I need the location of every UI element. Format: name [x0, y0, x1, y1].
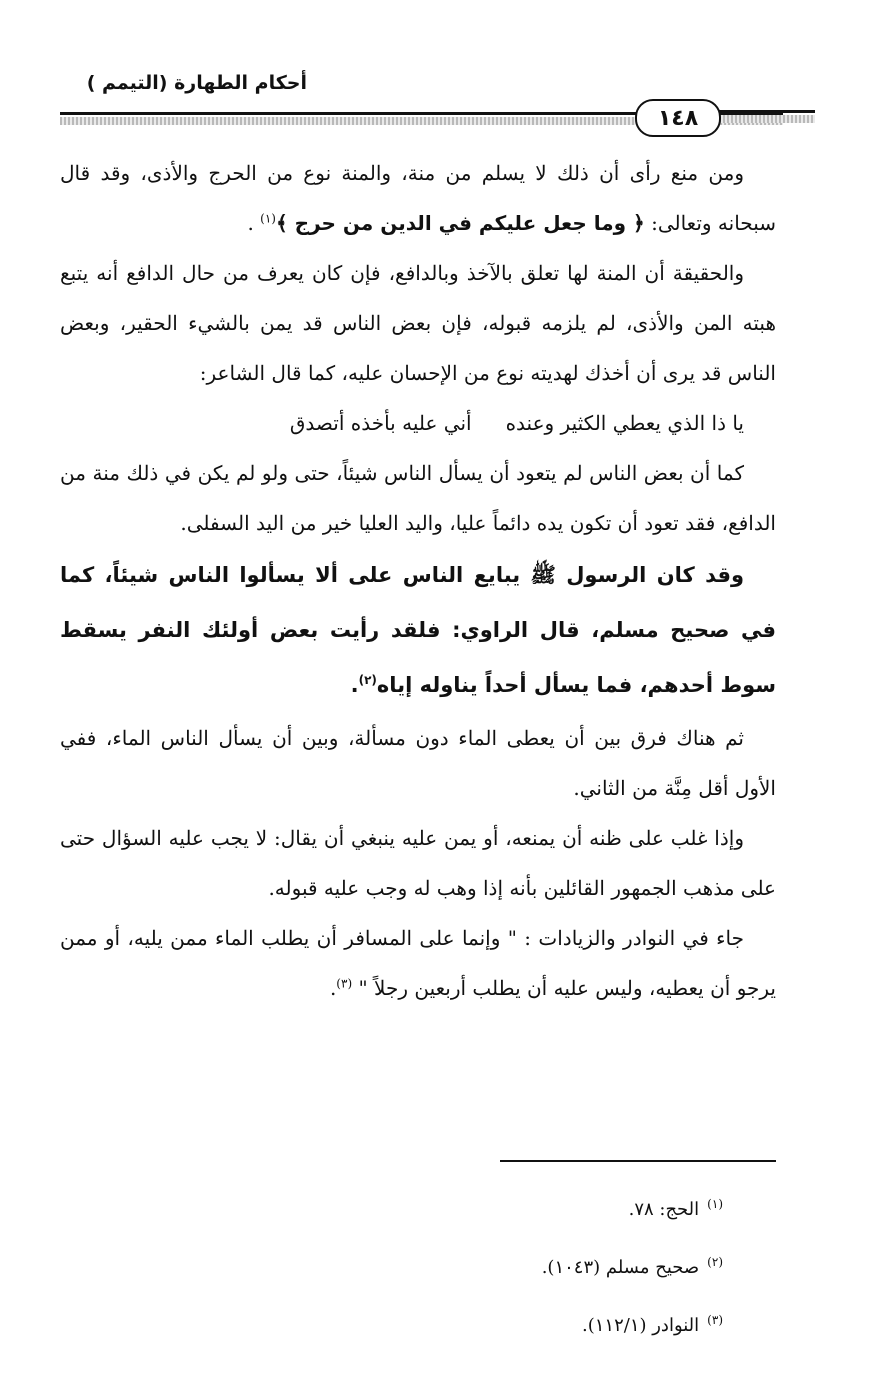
- paragraph-3: كما أن بعض الناس لم يتعود أن يسأل الناس شيئاً، حتى ولو لم يكن في ذلك منة من الدافع، فقد تعود أن تكون يده دائماً عليا، واليد العليا خير من اليد السفلى.: [60, 461, 776, 535]
- footnote-3: [303, 1294, 723, 1352]
- footnote-ref-2[interactable]: (٢): [358, 673, 377, 687]
- header-rule-right: [715, 110, 815, 123]
- running-header-title: أحكام الطهارة (التيمم ): [86, 72, 307, 94]
- paragraph-4-end: .: [350, 673, 359, 697]
- verse-second-hemistich: أني عليه بأخذه أتصدق: [289, 411, 472, 435]
- paragraph-1-text: ومن منع رأى أن ذلك لا يسلم من منة، والمنة نوع من الحرج والأذى، وقد قال سبحانه وتعالى:: [60, 161, 776, 235]
- footnotes: [303, 1178, 723, 1352]
- page-number: ١٤٨: [657, 105, 699, 131]
- paragraph-7-text: جاء في النوادر والزيادات : " وإنما على المسافر أن يطلب الماء ممن يليه، أو ممن يرجو أن يعطيه، وليس عليه أن يطلب أربعين رجلاً ": [60, 926, 776, 1000]
- footnote-1-number: (١): [707, 1197, 723, 1211]
- footnote-3-number: (٣): [707, 1313, 723, 1327]
- footnote-ref-3[interactable]: (٣): [336, 976, 353, 991]
- quran-verse: ﴿ وما جعل عليكم في الدين من حرج ﴾: [275, 211, 645, 235]
- paragraph-1: [60, 148, 776, 248]
- footnote-1-text: الحج: ٧٨.: [628, 1199, 700, 1220]
- paragraph-4-text: وقد كان الرسول ﷺ يبايع الناس على ألا يسألوا الناس شيئاً، كما في صحيح مسلم، قال الراوي: فلقد رأيت بعض أولئك النفر يسقط سوط أحدهم، فما يسأل أحداً يناوله إياه: [60, 563, 776, 697]
- footnote-2: [303, 1236, 723, 1294]
- paragraph-6: وإذا غلب على ظنه أن يمنعه، أو يمن عليه ينبغي أن يقال: لا يجب عليه السؤال حتى على مذهب الجمهور القائلين بأنه إذا وهب له وجب عليه قبوله.: [60, 826, 776, 900]
- paragraph-4-bold: [60, 548, 776, 713]
- footnote-separator: [500, 1160, 776, 1162]
- footnote-ref-1[interactable]: (١): [260, 211, 276, 226]
- poetry-verse: [60, 398, 776, 448]
- footnote-3-text: النوادر (١١٢/١).: [582, 1315, 700, 1336]
- footnote-2-number: (٢): [707, 1255, 723, 1269]
- paragraph-7: [60, 913, 776, 1013]
- verse-first-hemistich: يا ذا الذي يعطي الكثير وعنده: [505, 411, 744, 435]
- paragraph-1-end: .: [247, 211, 261, 235]
- main-text: [60, 148, 776, 1013]
- paragraph-7-end: .: [329, 976, 337, 1000]
- footnote-2-text: صحيح مسلم (١٠٤٣).: [541, 1257, 700, 1278]
- footnote-1: [303, 1178, 723, 1236]
- paragraph-2: والحقيقة أن المنة لها تعلق بالآخذ وبالدافع، فإن كان يعرف من حال الدافع أنه يتبع هبته المن والأذى، لم يلزمه قبوله، فإن بعض الناس قد يمن بالشيء الحقير، وبعض الناس قد يرى أن أخذك لهديته نوع من الإحسان عليه، كما قال الشاعر:: [60, 261, 776, 385]
- page-number-badge: [635, 99, 721, 137]
- paragraph-5: ثم هناك فرق بين أن يعطى الماء دون مسألة، وبين أن يسأل الناس الماء، ففي الأول أقل مِنَّة من الثاني.: [60, 726, 776, 800]
